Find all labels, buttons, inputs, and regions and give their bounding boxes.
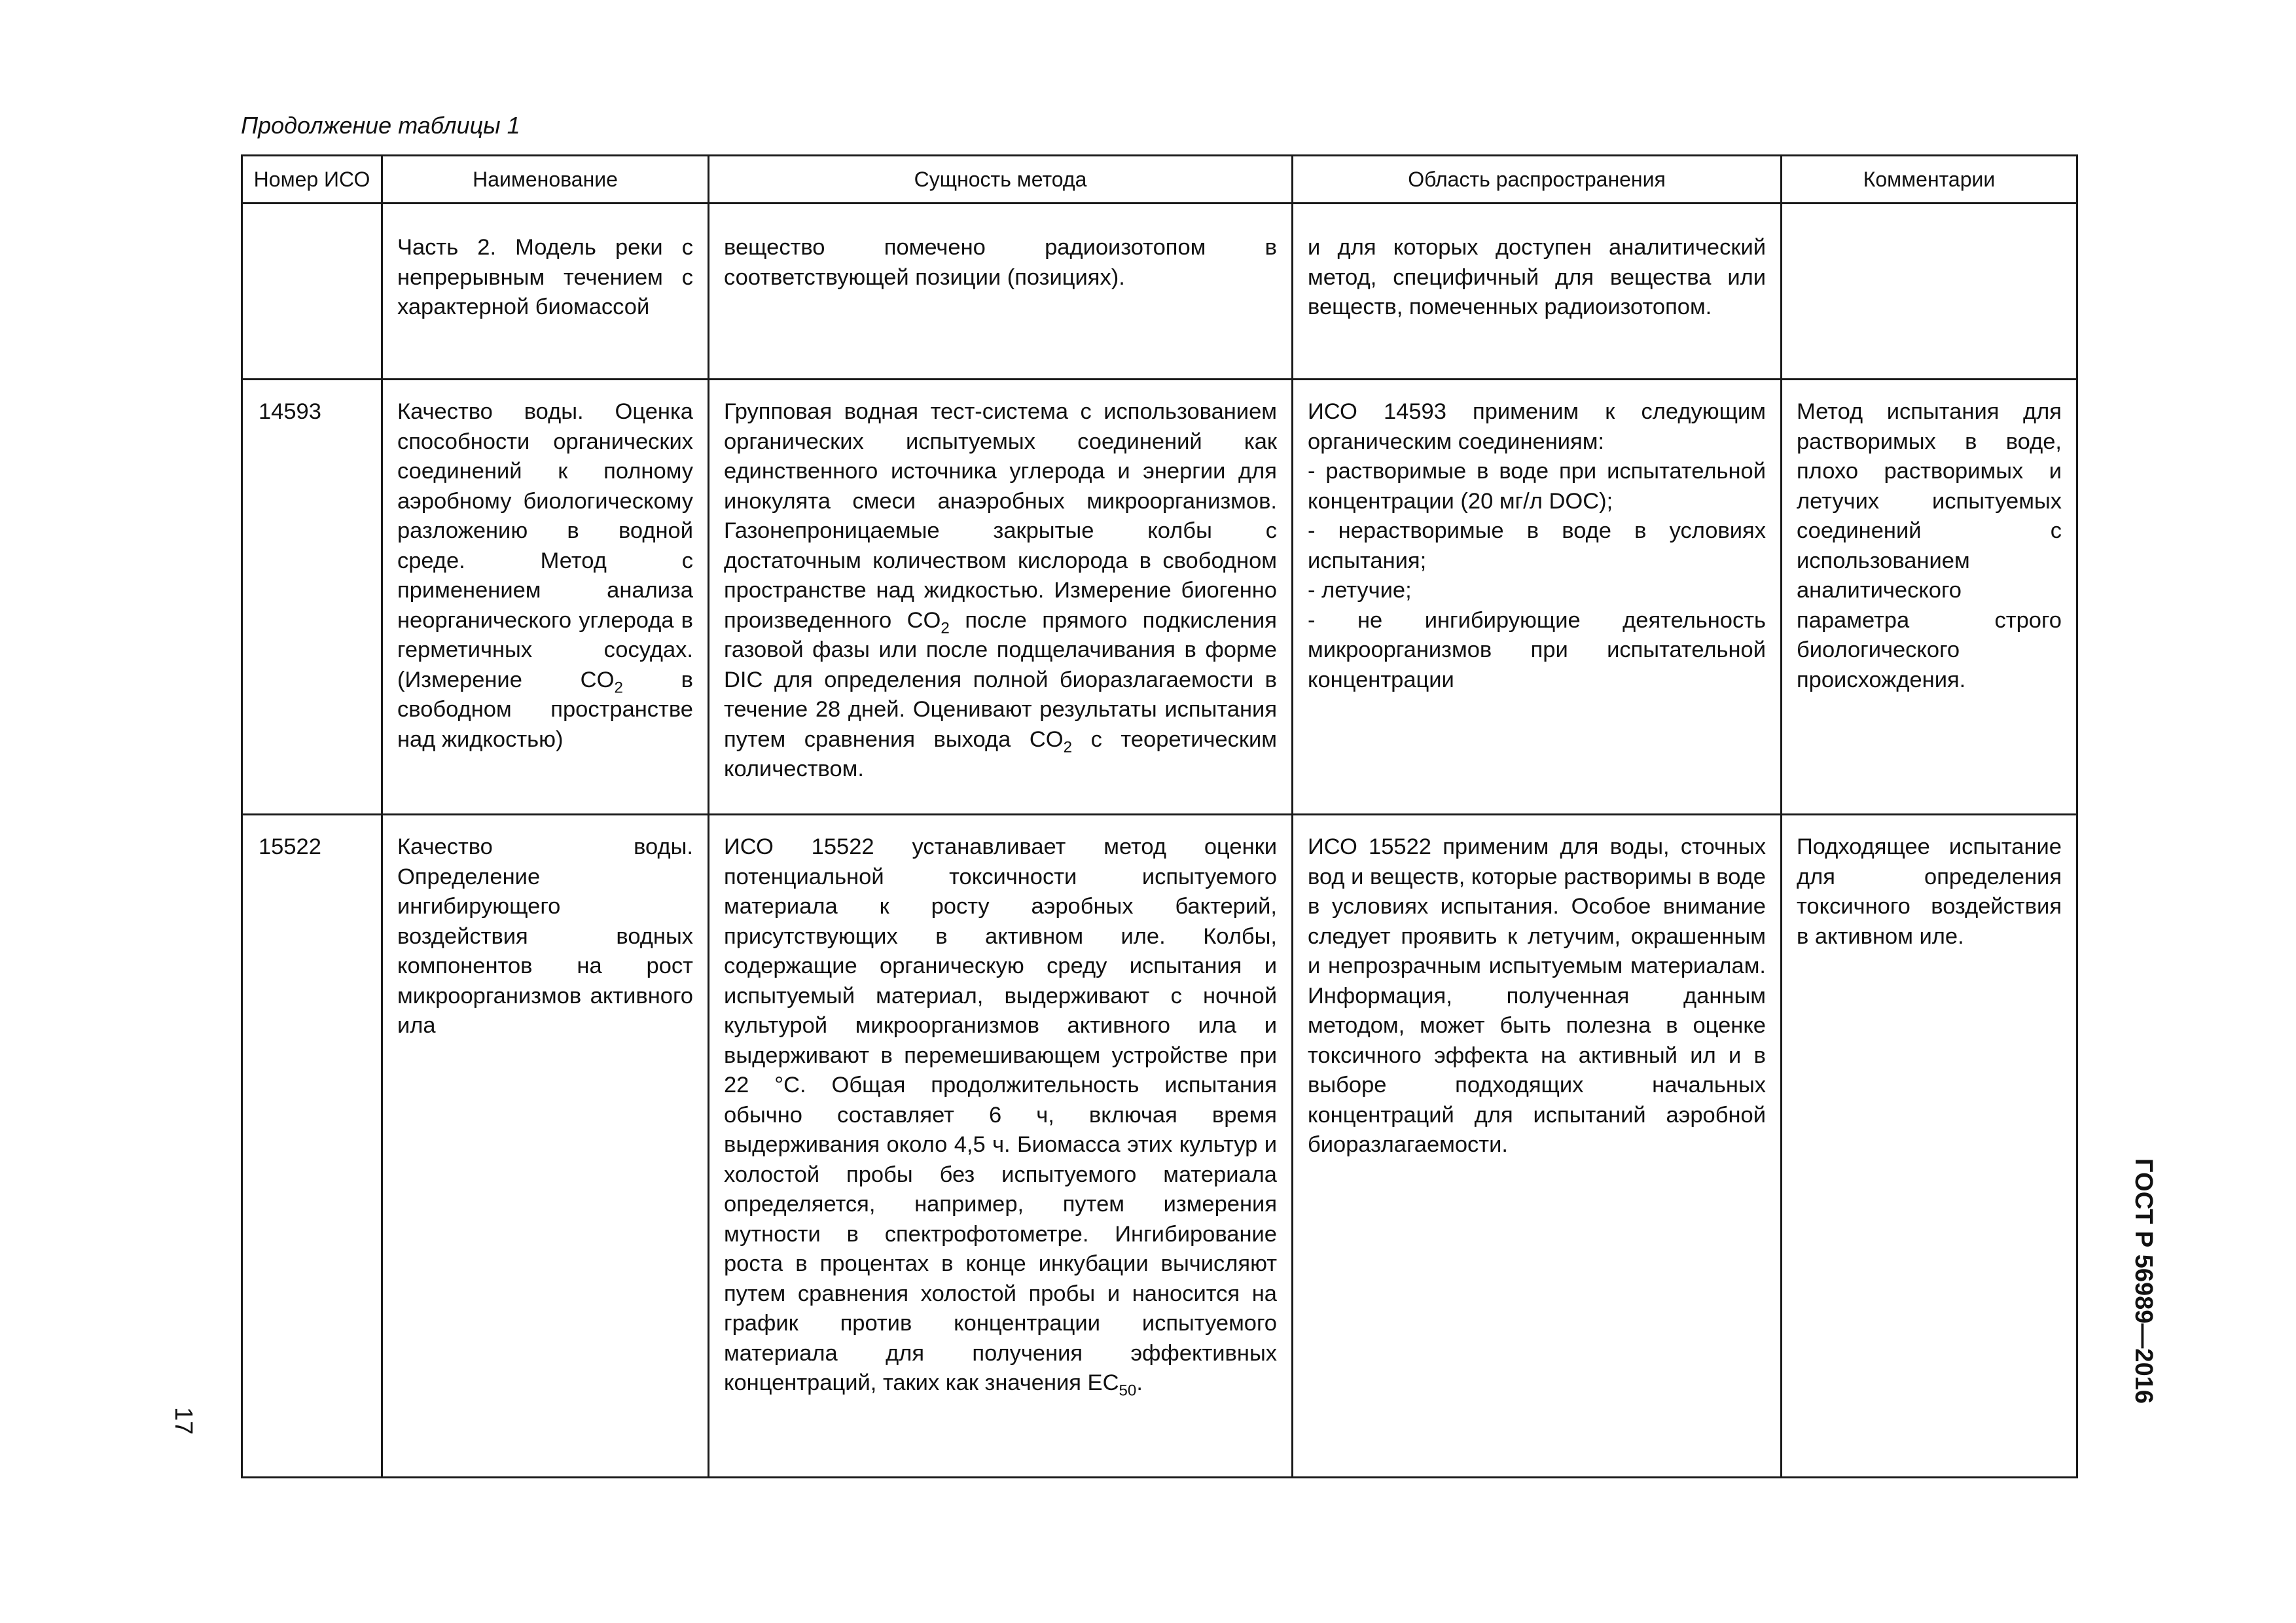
scope-line: - растворимые в воде при испытательной концентрации (20 мг/л DOC); [1308, 459, 1766, 514]
method-text: с теоретическим количеством. [724, 726, 1277, 781]
name-text: в свободном пространстве над жидкостью) [397, 667, 693, 752]
header-iso-number: Номер ИСО [242, 156, 382, 204]
standard-code: ГОСТ Р 56989—2016 [2130, 1158, 2157, 1404]
header-method: Сущность метода [709, 156, 1293, 204]
scope-line: ИСО 14593 применим к следующим органическим соединениям: [1308, 399, 1766, 454]
cell-method [709, 815, 1293, 1478]
method-text: после прямого подкисления газовой фазы или после подщелачивания в форме DIC для определения полной биоразлагаемости в течение 28 дней. Оценивают результаты испытания путем сравнения выхода CO [724, 607, 1277, 752]
subscript: 2 [614, 678, 623, 696]
subscript: 2 [1063, 738, 1073, 756]
cell-method [709, 380, 1293, 815]
cell-scope: и для которых доступен аналитический метод, специфичный для вещества или веществ, помеченных радиоизотопом. [1293, 204, 1782, 380]
subscript: 2 [941, 618, 950, 637]
cell-comments [1782, 204, 2077, 380]
cell-comments: Подходящее испытание для определения токсичного воздействия в активном иле. [1782, 815, 2077, 1478]
name-text: Качество воды. Оценка способности органических соединений к полному аэробному биологическому разложению в водной среде. Метод с применением анализа неорганического углерода в герметичных сосудах. (Измерение CO [397, 399, 693, 692]
table-row [242, 204, 2077, 380]
table-row [242, 380, 2077, 815]
cell-iso-number: 14593 [242, 380, 382, 815]
cell-name [382, 380, 709, 815]
cell-scope [1293, 380, 1782, 815]
header-comments: Комментарии [1782, 156, 2077, 204]
table-continuation-caption: Продолжение таблицы 1 [241, 112, 520, 139]
standards-table [241, 154, 2078, 1478]
cell-method: вещество помечено радиоизотопом в соответствующей позиции (позициях). [709, 204, 1293, 380]
scope-line: - нерастворимые в воде в условиях испытания; [1308, 518, 1766, 573]
cell-name: Часть 2. Модель реки с непрерывным течением с характерной биомассой [382, 204, 709, 380]
cell-name: Качество воды. Определение ингибирующего воздействия водных компонентов на рост микроорганизмов активного ила [382, 815, 709, 1478]
header-name: Наименование [382, 156, 709, 204]
scope-line: - летучие; [1308, 578, 1412, 603]
cell-comments: Метод испытания для растворимых в воде, плохо растворимых и летучих испытуемых соединений с использованием аналитического параметра строго биологического происхождения. [1782, 380, 2077, 815]
method-text: ИСО 15522 устанавливает метод оценки потенциальной токсичности испытуемого материала к росту аэробных бактерий, присутствующих в активном иле. Колбы, содержащие органическую среду испытания и испытуемый материал, выдерживают с ночной культурой микроорганизмов активного ила и выдерживают в перемешивающем устройстве при 22 °C. Общая продолжительность испытания обычно составляет 6 ч, включая время выдерживания около 4,5 ч. Биомасса этих культур и холостой пробы без испытуемого материала определяется, например, путем измерения мутности в спектрофотометре. Ингибирование роста в процентах в конце инкубации вычисляют путем сравнения холостой пробы и наносится на график против концентрации испытуемого материала для получения эффективных концентраций, таких как значения EC [724, 834, 1277, 1395]
page-number: 17 [170, 1407, 197, 1435]
cell-iso-number: 15522 [242, 815, 382, 1478]
table-row [242, 815, 2077, 1478]
subscript: 50 [1119, 1382, 1137, 1400]
header-scope: Область распространения [1293, 156, 1782, 204]
method-text: Групповая водная тест-система с использованием органических испытуемых соединений как единственного источника углерода и энергии для инокулята смеси анаэробных микроорганизмов. Газонепроницаемые закрытые колбы с достаточным количеством кислорода в свободном пространстве над жидкостью. Измерение биогенно произведенного CO [724, 399, 1277, 633]
scope-line: - не ингибирующие деятельность микроорганизмов при испытательной концентрации [1308, 607, 1766, 692]
table-header-row [242, 156, 2077, 204]
method-text: . [1136, 1370, 1143, 1395]
cell-scope: ИСО 15522 применим для воды, сточных вод и веществ, которые растворимы в воде в условиях испытания. Особое внимание следует проявить к летучим, окрашенным и непрозрачным испытуемым материалам. Информация, полученная данным методом, может быть полезна в оценке токсичного эффекта на активный ил и в выборе подходящих начальных концентраций для испытаний аэробной биоразлагаемости. [1293, 815, 1782, 1478]
cell-iso-number [242, 204, 382, 380]
